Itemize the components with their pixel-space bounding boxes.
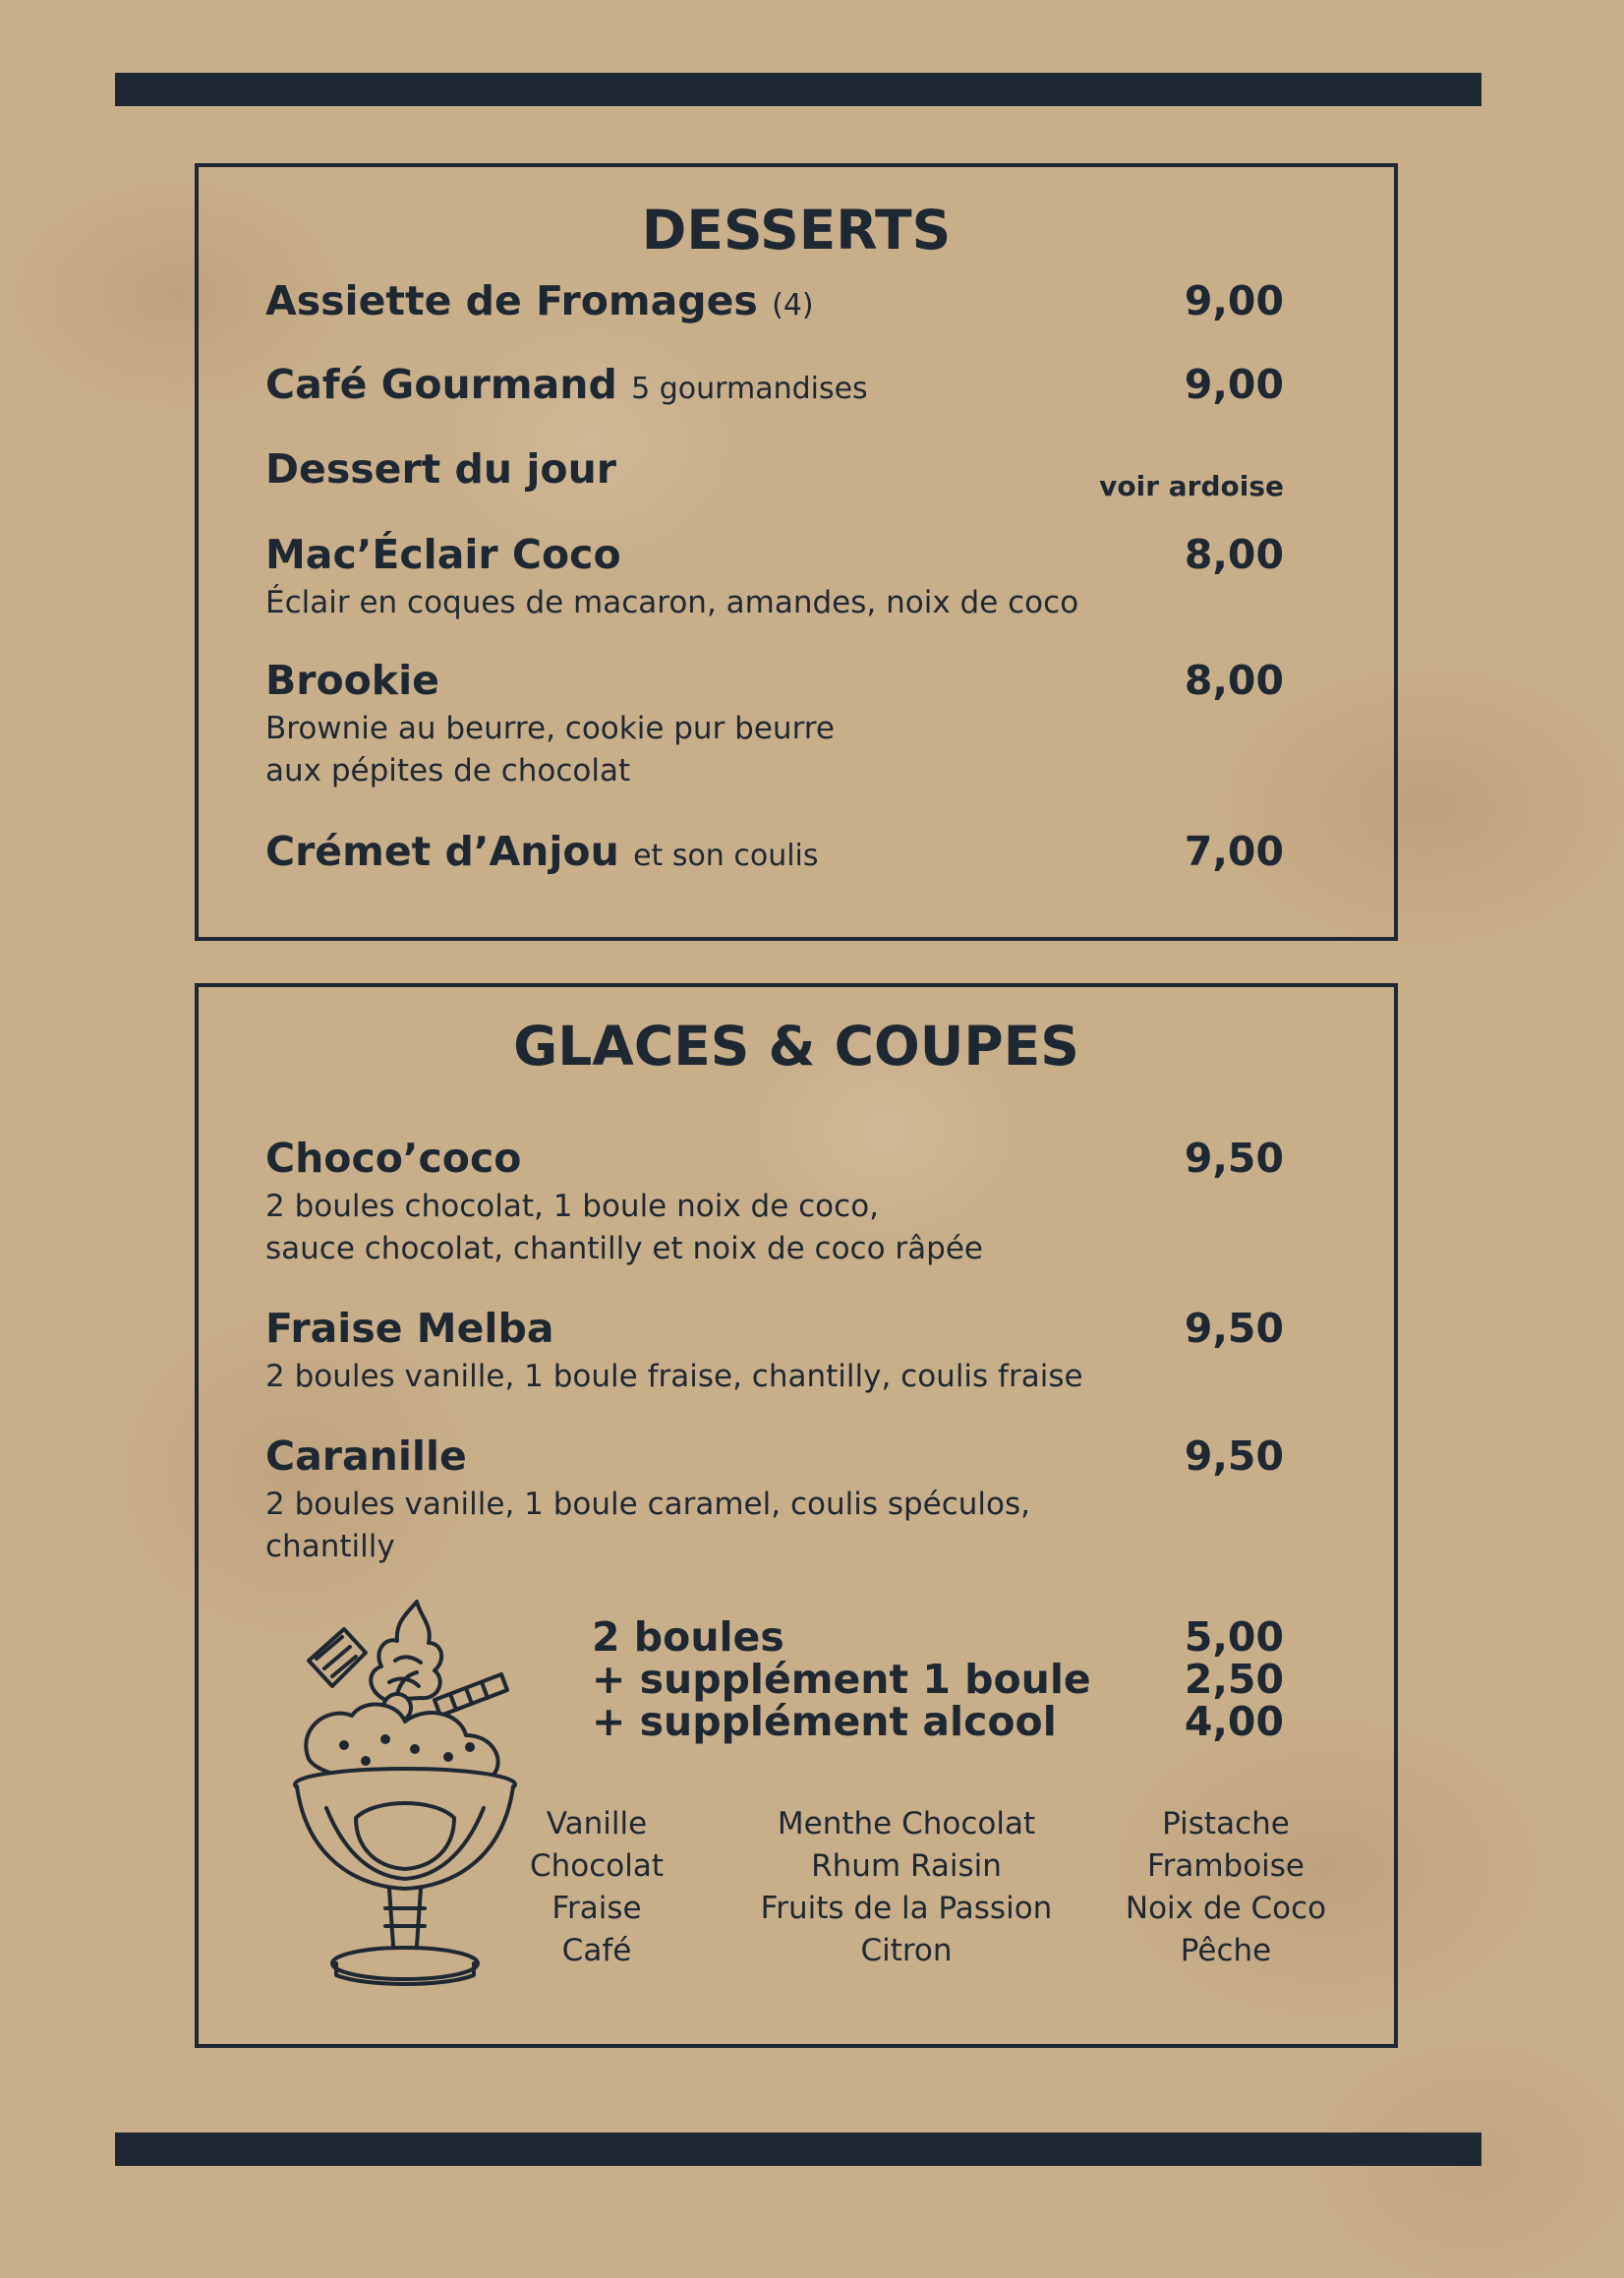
flavor-item: Citron xyxy=(860,1933,953,1968)
menu-item-description: Éclair en coques de macaron, amandes, noix de coco xyxy=(265,585,1079,620)
flavor-item: Vanille xyxy=(546,1806,648,1841)
flavors-column-3 xyxy=(1108,1803,1344,1972)
flavor-item: Pêche xyxy=(1180,1933,1272,1968)
supplement-label: + supplément alcool xyxy=(592,1698,1057,1745)
flavor-item: Framboise xyxy=(1147,1848,1305,1884)
supplement-price: 5,00 xyxy=(1184,1613,1284,1661)
menu-item-price: voir ardoise xyxy=(1099,470,1284,502)
menu-item-description: 2 boules chocolat, 1 boule noix de coco, xyxy=(265,1189,880,1224)
flavor-item: Rhum Raisin xyxy=(811,1848,1002,1884)
menu-item-name: Mac’Éclair Coco xyxy=(265,531,621,578)
menu-item-note: et son coulis xyxy=(633,839,819,873)
desserts-title: DESSERTS xyxy=(641,199,952,262)
menu-item-note: 5 gourmandises xyxy=(631,372,868,406)
flavor-item: Café xyxy=(561,1933,632,1968)
desserts-section xyxy=(195,163,1398,941)
menu-item-description: chantilly xyxy=(265,1529,395,1564)
menu-item-name: Crémet d’Anjou et son coulis xyxy=(265,828,819,875)
flavor-item: Fruits de la Passion xyxy=(760,1891,1053,1926)
flavor-item: Noix de Coco xyxy=(1125,1891,1327,1926)
menu-item-price: 7,00 xyxy=(1184,828,1284,875)
supplements-list xyxy=(592,1613,1091,1745)
supplement-label: 2 boules xyxy=(592,1613,784,1661)
menu-item-name: Assiette de Fromages (4) xyxy=(265,277,814,324)
menu-item-name: Fraise Melba xyxy=(265,1305,554,1352)
glaces-title: GLACES & COUPES xyxy=(513,1015,1079,1078)
menu-item-description: aux pépites de chocolat xyxy=(265,753,631,789)
top-decorative-bar xyxy=(115,73,1481,106)
flavor-item: Chocolat xyxy=(529,1848,665,1884)
supplement-price: 2,50 xyxy=(1184,1656,1284,1703)
bottom-decorative-bar xyxy=(115,2132,1481,2166)
menu-item-note: (4) xyxy=(772,288,814,322)
supplement-price: 4,00 xyxy=(1184,1698,1284,1745)
menu-item-price: 9,00 xyxy=(1184,361,1284,408)
menu-item-price: 8,00 xyxy=(1184,657,1284,704)
menu-item-description: 2 boules vanille, 1 boule fraise, chantilly, coulis fraise xyxy=(265,1359,1083,1394)
menu-item-name: Brookie xyxy=(265,657,439,704)
flavors-column-2 xyxy=(744,1803,1069,1972)
flavor-item: Fraise xyxy=(551,1891,642,1926)
menu-item-description: sauce chocolat, chantilly et noix de coco râpée xyxy=(265,1231,983,1266)
menu-item-name: Café Gourmand 5 gourmandises xyxy=(265,361,868,408)
supplement-label: + supplément 1 boule xyxy=(592,1656,1091,1703)
menu-item-price: 9,00 xyxy=(1184,277,1284,324)
menu-item-price: 9,50 xyxy=(1184,1305,1284,1352)
flavors-column-1 xyxy=(523,1803,670,1972)
supplements-prices xyxy=(1184,1613,1284,1745)
flavor-item: Pistache xyxy=(1162,1806,1290,1841)
menu-item-name: Choco’coco xyxy=(265,1135,522,1182)
ice-cream-sundae-icon xyxy=(287,1592,523,1995)
menu-item-description: 2 boules vanille, 1 boule caramel, coulis spéculos, xyxy=(265,1487,1031,1522)
menu-item-price: 8,00 xyxy=(1184,531,1284,578)
glaces-section xyxy=(195,983,1398,2048)
menu-item-price: 9,50 xyxy=(1184,1135,1284,1182)
menu-item-price: 9,50 xyxy=(1184,1432,1284,1480)
menu-item-description: Brownie au beurre, cookie pur beurre xyxy=(265,711,835,746)
menu-item-name: Caranille xyxy=(265,1432,467,1480)
flavor-item: Menthe Chocolat xyxy=(777,1806,1036,1841)
menu-item-name: Dessert du jour xyxy=(265,445,616,493)
